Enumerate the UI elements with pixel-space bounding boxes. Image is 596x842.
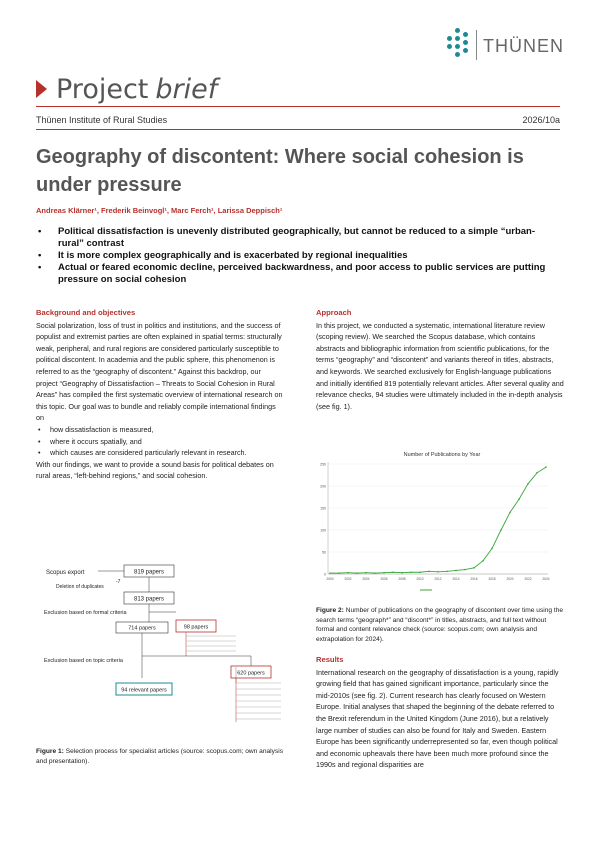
publications-chart: [316, 448, 556, 600]
chart-point: [365, 572, 367, 574]
chart-point: [500, 529, 502, 531]
flow-box-620-label: 620 papers: [237, 670, 265, 677]
chart-x-tick-label: 2020: [506, 577, 514, 581]
chart-point: [410, 571, 412, 573]
chart-y-tick-label: 250: [320, 462, 326, 467]
chart-point: [455, 570, 457, 572]
list-item: • how dissatisfaction is measured,: [38, 424, 154, 434]
logo-text: THÜNEN: [483, 36, 564, 56]
chart-point: [437, 571, 439, 573]
logo-dots-icon: [443, 28, 473, 58]
figure-2-caption: Figure 2: Number of publications on the geography of discontent over time using the search terms “geograph*” and “discont*” in titles, abstracts, and full text without formal and content relevance check (source: scopus.com; own analysis and extrapolation for 2024).: [316, 607, 564, 643]
background-heading: Background and objectives: [36, 308, 136, 317]
chart-y-tick-label: 100: [320, 528, 326, 533]
chart-x-tick-label: 2024: [542, 577, 550, 581]
flow-box-98-label: 98 papers: [183, 624, 209, 631]
chart-point: [446, 571, 448, 573]
chart-x-tick-label: 2016: [470, 577, 478, 581]
flow-box-relevant-label: 94 relevant papers: [121, 687, 167, 694]
key-point: • Actual or feared economic decline, perceived backwardness, and poor access to public services are putting pressure on social cohesion: [38, 262, 546, 285]
chart-point: [419, 571, 421, 573]
brief-word-project: Project: [56, 73, 149, 105]
chart-point: [464, 569, 466, 571]
chart-x-tick-label: 2018: [488, 577, 496, 581]
results-paragraph: International research on the geography of dissatisfaction is a young, rapidly growing field that has gained significant importance, particularly since the mid-2010s (see fig. 2). Current research has clearly focused on Western Europe. Initial analyses that shaped the beginning of the debate referred to the Brexit referendum in the United Kingdom (June 2016), but a relatively large number of studies can also be found for Italy and Sweden. Eastern Europe has been significantly underrepresented so far, even though political and economic upheavals there have been much more profound since the 1990s and regional disparities are: [316, 667, 559, 770]
chart-point: [527, 483, 529, 485]
flow-box-813-label: 813 papers: [133, 596, 165, 603]
chart-points: [329, 466, 547, 574]
chart-point: [374, 572, 376, 574]
authors: Andreas Klärner¹, Frederik Beinvogl¹, Marc Ferch¹, Larissa Deppisch¹: [36, 206, 283, 215]
chart-series-line: [330, 467, 546, 573]
chart-point: [347, 572, 349, 574]
figure-1-caption: Figure 1: Selection process for specialist articles (source: scopus.com; own analysis and presentation).: [36, 748, 284, 765]
chart-x-tick-label: 2022: [524, 577, 532, 581]
project-brief-heading: [36, 72, 217, 106]
logo-divider: [476, 30, 477, 60]
chart-point: [329, 572, 331, 574]
background-section: [36, 307, 283, 482]
findings-list: [36, 424, 283, 459]
chart-point: [518, 498, 520, 500]
chart-point: [383, 572, 385, 574]
chart-point: [482, 560, 484, 562]
chart-grid: [328, 464, 548, 574]
chart-x-tick-label: 2010: [416, 577, 424, 581]
header-rule-top: [36, 106, 560, 107]
page-title: Geography of discontent: Where social cohesion is under pressure: [36, 146, 524, 196]
chart-point: [491, 548, 493, 550]
flow-label-exclusion-formal: Exclusion based on formal criteria: [44, 610, 127, 616]
chart-x-tick-label: 2008: [398, 577, 406, 581]
chart-x-tick-label: 2014: [452, 577, 460, 581]
background-paragraph: Social polarization, loss of trust in politics and institutions, and the success of populist and extremist parties are often explained in spatial terms: structurally weak, peripheral, and rural regions are considered particularly susceptible to political discontent. In academia and the public sphere, this phenomenon is referred to as the “geography of discontent.” Against this backdrop, our project “Geography of Dissatisfaction – Threats to Social Cohesion in Rural Areas” has compiled the first systematic overview of international research on this topic. Our goal was to bundle and reliably compile international findings on: [36, 320, 283, 423]
chart-title: Number of Publications by Year: [403, 452, 481, 458]
flow-minus7: -7: [116, 579, 121, 585]
key-point: • It is more complex geographically and is exacerbated by regional inequalities: [38, 250, 408, 261]
flow-box-714-label: 714 papers: [128, 625, 156, 632]
institute-name: Thünen Institute of Rural Studies: [36, 115, 168, 125]
chart-x-tick-label: 2004: [362, 577, 370, 581]
chart-x-tick-label: 2012: [434, 577, 442, 581]
results-section: [316, 654, 564, 771]
approach-section: [316, 307, 564, 412]
chart-point: [545, 466, 547, 468]
chart-y-tick-label: 0: [324, 572, 326, 577]
thuenen-logo: [443, 26, 568, 68]
list-item: • where it occurs spatially, and: [38, 436, 142, 446]
chart-point: [356, 572, 358, 574]
chart-x-tick-label: 2006: [380, 577, 388, 581]
chart-y-tick-label: 50: [322, 550, 326, 555]
key-points: [36, 226, 556, 286]
brief-word-brief: brief: [155, 73, 218, 105]
chart-y-ticks: [320, 463, 326, 577]
approach-paragraph: In this project, we conducted a systematic, international literature review (scoping review). We searched the Scopus database, which contains abstracts and bibliographic information from scientific publications, for the terms “geography” and “discontent” and variants thereof in titles, abstracts, and keywords. We searched exclusively for English-language publications and initially identified 819 potentially relevant articles. After several quality and relevance checks, 94 studies were ultimately included in the in-depth analysis (see fig. 1).: [316, 320, 564, 411]
flow-box-819-label: 819 papers: [133, 569, 165, 576]
issue-number: 2026/10a: [522, 115, 560, 125]
chart-x-tick-label: 2002: [344, 577, 352, 581]
list-item: • which causes are considered particularly relevant in research.: [38, 448, 247, 458]
chart-point: [536, 472, 538, 474]
chart-y-tick-label: 200: [320, 484, 326, 489]
flow-label-deletion: Deletion of duplicates: [56, 584, 104, 590]
chart-x-ticks: [326, 577, 549, 581]
chart-point: [392, 571, 394, 573]
background-paragraph-2: With our findings, we want to provide a sound basis for political debates on rural areas, “left-behind regions,” and social cohesion.: [36, 459, 274, 481]
header-rule-bottom: [36, 129, 560, 130]
chart-point: [473, 567, 475, 569]
chart-point: [428, 571, 430, 573]
selection-flow-diagram: [36, 562, 286, 737]
approach-heading: Approach: [316, 308, 352, 317]
key-point: • Political dissatisfaction is unevenly distributed geographically, but cannot be reduced to a simple “urban-rural” contrast: [38, 226, 536, 249]
flow-label-scopus: Scopus export: [46, 570, 85, 576]
results-heading: Results: [316, 655, 344, 664]
chart-y-tick-label: 150: [320, 506, 326, 511]
triangle-icon: [36, 80, 47, 98]
chart-point: [509, 512, 511, 514]
chart-x-tick-label: 2000: [326, 577, 334, 581]
chart-point: [401, 572, 403, 574]
chart-point: [338, 572, 340, 574]
flow-label-exclusion-topic: Exclusion based on topic criteria: [44, 658, 123, 664]
